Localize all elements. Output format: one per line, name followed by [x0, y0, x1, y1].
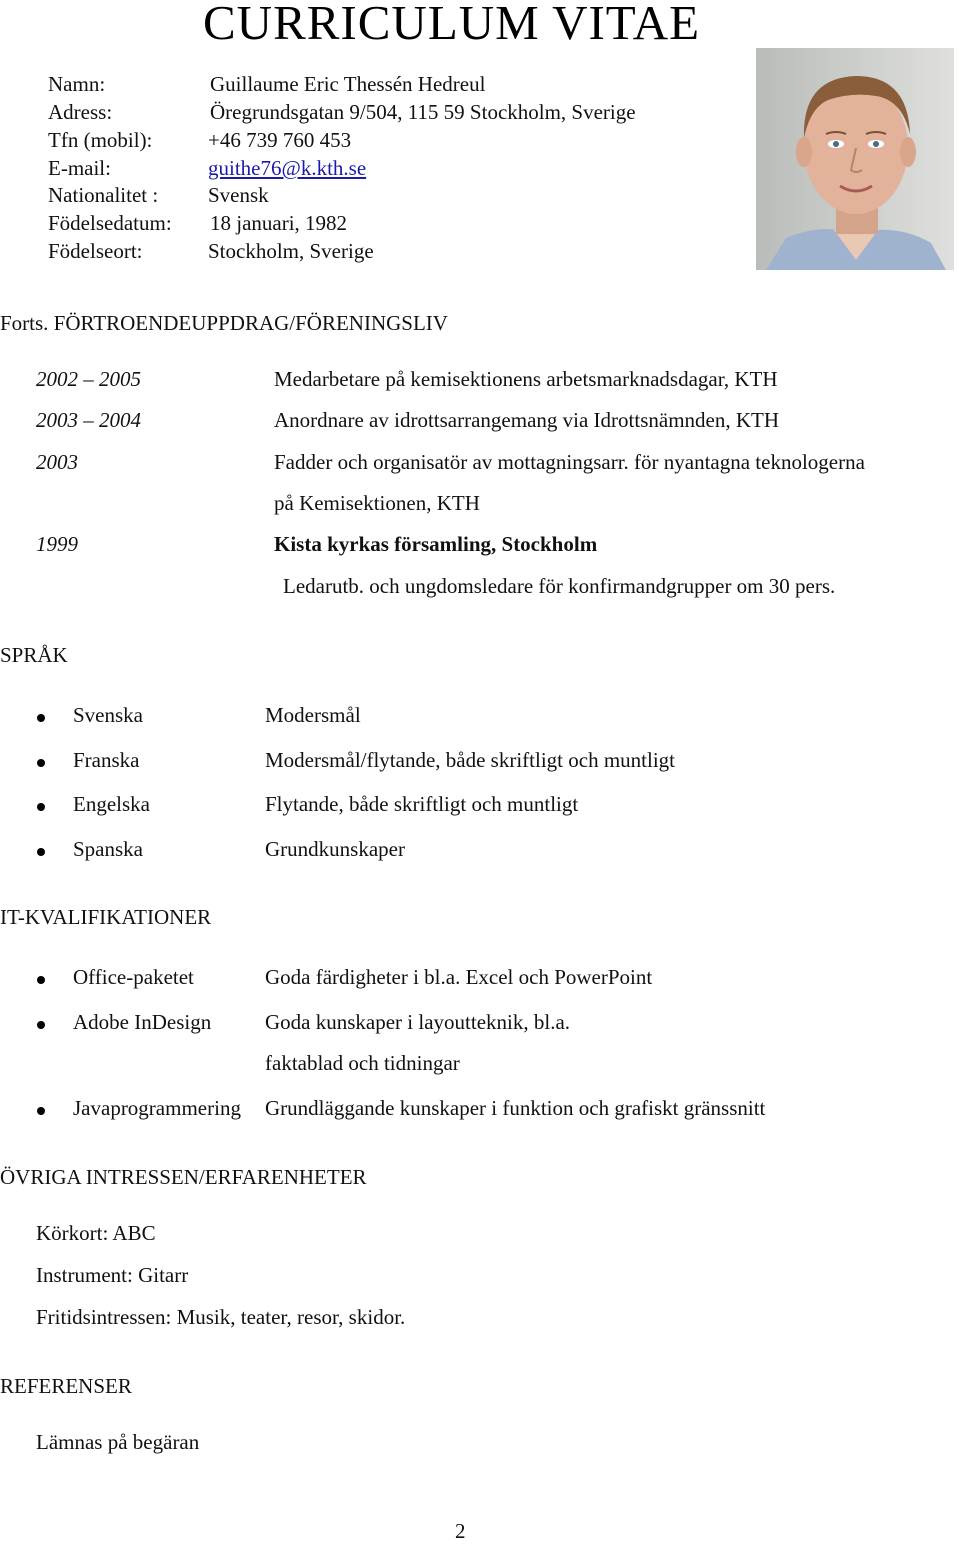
it-skill-level-continued: faktablad och tidningar	[265, 1051, 460, 1075]
bullet-icon	[37, 1107, 45, 1115]
trust-desc: Medarbetare på kemisektionens arbetsmarknadsdagar, KTH	[274, 367, 778, 391]
references-text: Lämnas på begäran	[36, 1430, 200, 1454]
info-value-phone: +46 739 760 453	[208, 128, 352, 152]
info-value-birthplace: Stockholm, Sverige	[208, 239, 374, 263]
trust-year: 2003 – 2004	[36, 408, 141, 432]
page-title: CURRICULUM VITAE	[203, 0, 701, 50]
trust-desc-continued: på Kemisektionen, KTH	[274, 491, 480, 515]
bullet-icon	[37, 1021, 45, 1029]
trust-year: 2002 – 2005	[36, 367, 141, 391]
other-line: Körkort: ABC	[36, 1221, 156, 1245]
trust-year: 2003	[36, 450, 78, 474]
language-level: Modersmål	[265, 703, 361, 727]
info-label-address: Adress:	[48, 100, 113, 124]
other-line: Instrument: Gitarr	[36, 1263, 189, 1287]
trust-heading: Forts. FÖRTROENDEUPPDRAG/FÖRENINGSLIV	[0, 311, 448, 335]
portrait-image	[756, 48, 954, 270]
trust-desc: Anordnare av idrottsarrangemang via Idrottsnämnden, KTH	[274, 408, 780, 432]
trust-desc: Fadder och organisatör av mottagningsarr. för nyantagna teknologerna	[274, 450, 865, 474]
language-level: Flytande, både skriftligt och muntligt	[265, 792, 579, 816]
info-label-name: Namn:	[48, 72, 106, 96]
language-level: Grundkunskaper	[265, 837, 405, 861]
languages-heading: SPRÅK	[0, 643, 68, 667]
other-heading: ÖVRIGA INTRESSEN/ERFARENHETER	[0, 1165, 367, 1189]
language-level: Modersmål/flytande, både skriftligt och muntligt	[265, 748, 676, 772]
language-name: Svenska	[73, 703, 143, 727]
references-heading: REFERENSER	[0, 1374, 132, 1398]
bullet-icon	[37, 759, 45, 767]
it-skill-level: Goda färdigheter i bl.a. Excel och PowerPoint	[265, 965, 653, 989]
page-number: 2	[455, 1519, 466, 1543]
language-name: Spanska	[73, 837, 143, 861]
it-skill-name: Adobe InDesign	[73, 1010, 212, 1034]
it-heading: IT-KVALIFIKATIONER	[0, 905, 212, 929]
email-link[interactable]: guithe76@k.kth.se	[208, 156, 367, 180]
it-skill-name: Office-paketet	[73, 965, 194, 989]
language-name: Engelska	[73, 792, 150, 816]
info-label-birthplace: Födelseort:	[48, 239, 143, 263]
bullet-icon	[37, 803, 45, 811]
info-value-nationality: Svensk	[208, 183, 269, 207]
info-label-email: E-mail:	[48, 156, 111, 180]
profile-photo	[756, 48, 954, 270]
info-value-birthdate: 18 januari, 1982	[210, 211, 348, 235]
bullet-icon	[37, 976, 45, 984]
info-value-address: Öregrundsgatan 9/504, 115 59 Stockholm, Sverige	[210, 100, 636, 124]
bullet-icon	[37, 714, 45, 722]
other-line: Fritidsintressen: Musik, teater, resor, skidor.	[36, 1305, 406, 1329]
trust-desc: Ledarutb. och ungdomsledare för konfirmandgrupper om 30 pers.	[283, 574, 836, 598]
info-value-name: Guillaume Eric Thessén Hedreul	[210, 72, 486, 96]
language-name: Franska	[73, 748, 140, 772]
info-label-birthdate: Födelsedatum:	[48, 211, 172, 235]
it-skill-level: Goda kunskaper i layoutteknik, bl.a.	[265, 1010, 571, 1034]
info-label-nationality: Nationalitet :	[48, 183, 159, 207]
trust-year: 1999	[36, 532, 78, 556]
it-skill-name: Javaprogrammering	[73, 1096, 241, 1120]
trust-organization: Kista kyrkas församling, Stockholm	[274, 532, 598, 556]
bullet-icon	[37, 848, 45, 856]
info-label-phone: Tfn (mobil):	[48, 128, 153, 152]
it-skill-level: Grundläggande kunskaper i funktion och grafiskt gränssnitt	[265, 1096, 766, 1120]
